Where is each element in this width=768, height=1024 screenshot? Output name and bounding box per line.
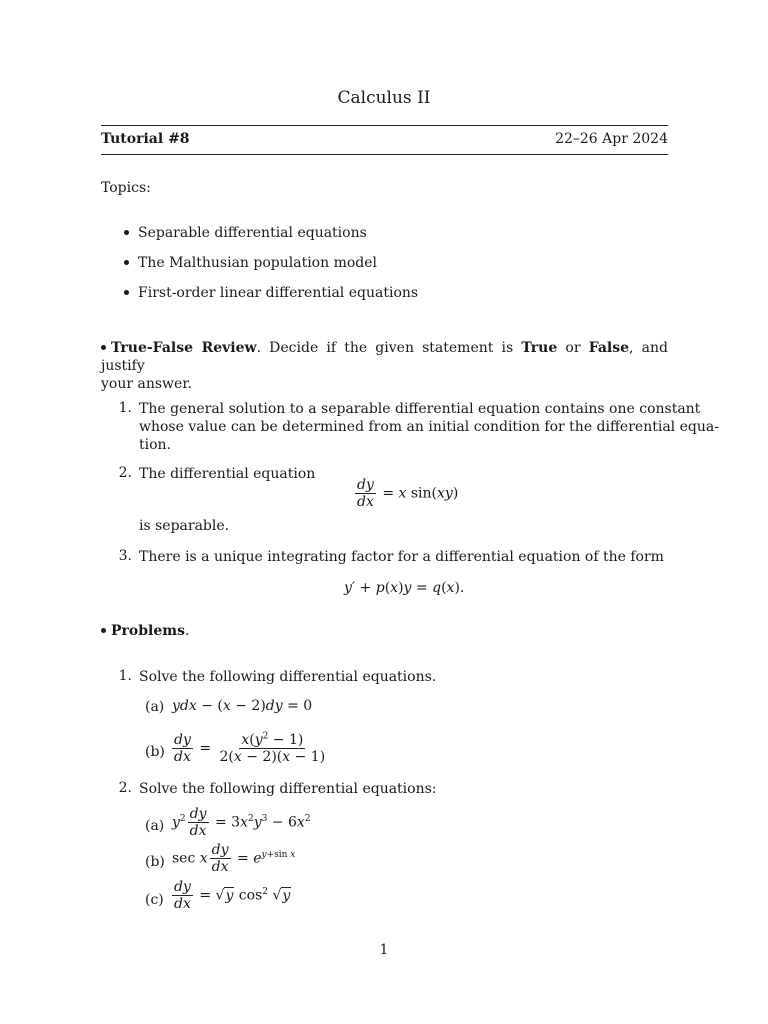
subpart-label: (b) xyxy=(145,744,165,760)
topic-item: Separable differential equations xyxy=(124,225,367,241)
problems-heading-line: Problems. xyxy=(101,623,189,639)
course-title: Calculus II xyxy=(337,88,431,108)
tf-item-3-text: There is a unique integrating factor for a differential equation of the form xyxy=(139,549,664,565)
problem-2-text: Solve the following differential equations: xyxy=(139,781,437,797)
topic-item: First-order linear differential equations xyxy=(124,285,418,301)
bullet-icon xyxy=(124,230,129,235)
bullet-icon xyxy=(124,290,129,295)
header-top-rule xyxy=(101,125,668,126)
subpart-label: (c) xyxy=(145,892,164,908)
problem-number: 2. xyxy=(118,780,132,796)
bullet-icon xyxy=(101,345,106,350)
problem-1-text: Solve the following differential equations. xyxy=(139,669,437,685)
tf-item-1: The general solution to a separable differential equation contains one constant whose value can be determined from an initial condition for the differential equa- tion. xyxy=(139,401,719,453)
problem-number: 1. xyxy=(118,668,132,684)
tf-item-2-text: The differential equation xyxy=(139,466,316,482)
subpart-label: (b) xyxy=(145,854,165,870)
tf-item-number: 2. xyxy=(118,465,132,481)
tutorial-dates: 22–26 Apr 2024 xyxy=(555,131,668,147)
equation-2c: $\frac{dy}{dx}$ = √y $\cos^2 √y$ xyxy=(174,879,291,912)
tutorial-number: Tutorial #8 xyxy=(101,131,190,147)
subpart-label: (a) xyxy=(145,699,165,715)
problems-heading: Problems xyxy=(111,623,185,639)
tf-item-number: 1. xyxy=(118,400,132,416)
equation-linear-form: y′ + p(x)y = q(x). xyxy=(344,580,465,596)
equation-2a: $y^2$ $\frac{dy}{dx}$ = $3x^2y^3 - 6x^2$ xyxy=(172,806,311,839)
topic-item: The Malthusian population model xyxy=(124,255,377,271)
equation-1b: $\frac{dy}{dx}$ = $\frac{x(y^2 - 1)}{2(x - 2)(x - 1)}$ xyxy=(174,731,326,765)
subpart-label: (a) xyxy=(145,818,165,834)
equation-2b: sec x $\frac{dy}{dx}$ = $e^{y+sin x}$ xyxy=(172,842,296,875)
tf-item-number: 3. xyxy=(118,548,132,564)
equation-dy-dx-xsinxy: $\frac{dy}{dx}$ = x sin(xy) xyxy=(357,477,459,510)
bullet-icon xyxy=(101,628,106,633)
bullet-icon xyxy=(124,260,129,265)
true-false-heading: True-False Review xyxy=(111,340,257,356)
topics-label: Topics: xyxy=(101,180,151,196)
equation-1a: ydx − (x − 2)dy = 0 xyxy=(172,698,313,714)
true-false-intro: True-False Review. Decide if the given statement is True or False, and justify your answer. xyxy=(101,340,668,392)
page-number: 1 xyxy=(379,942,389,958)
tf-item-2-after: is separable. xyxy=(139,518,230,534)
header-bottom-rule xyxy=(101,154,668,155)
